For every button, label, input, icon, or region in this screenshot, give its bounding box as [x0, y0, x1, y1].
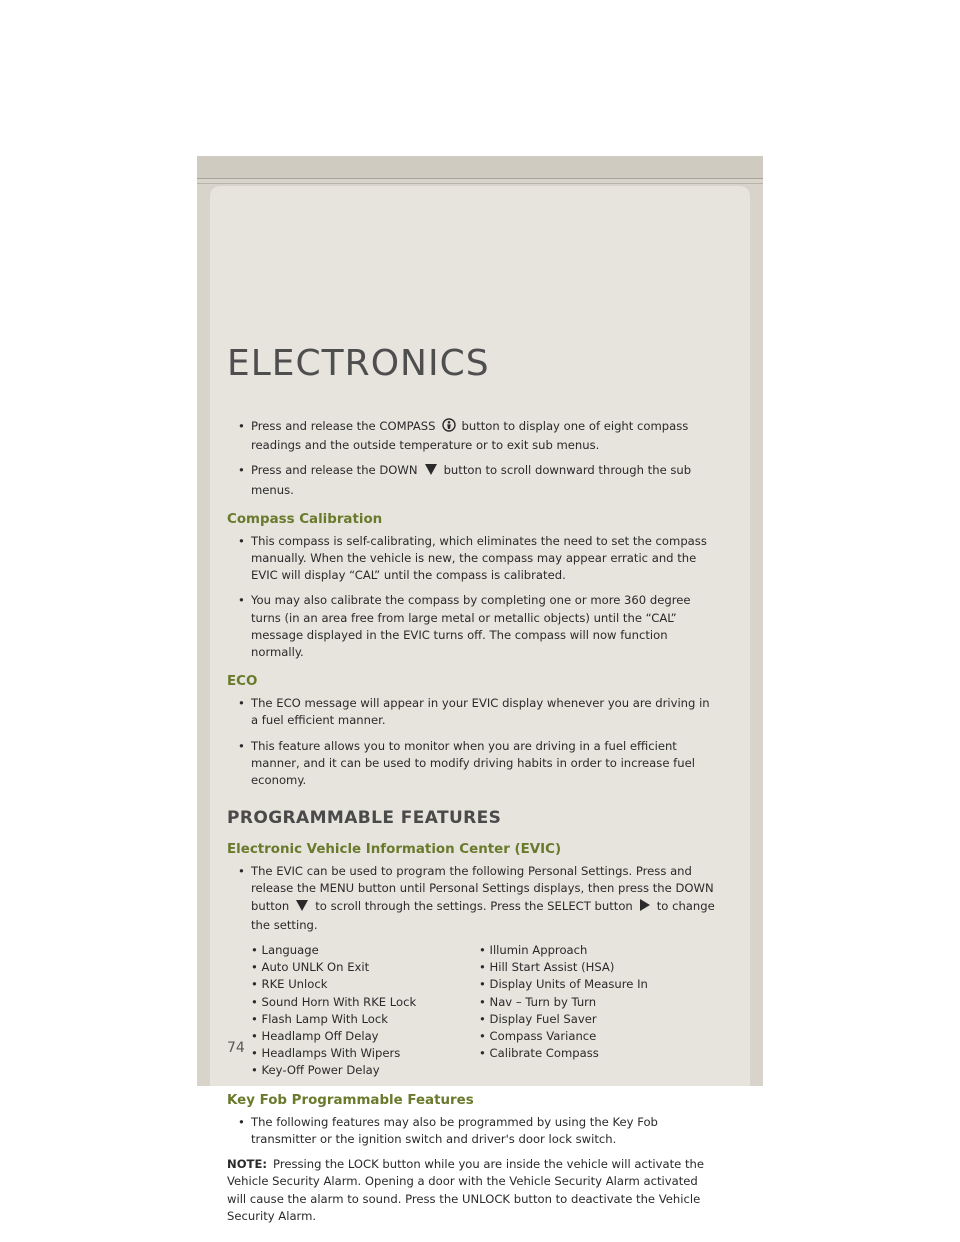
down-arrow-icon [424, 462, 438, 481]
eco-heading: ECO [227, 674, 258, 690]
list-item [227, 695, 717, 729]
compass-icon [442, 418, 456, 437]
bullet-dot: • [238, 1114, 245, 1129]
bullet-text: The ECO message will appear in your EVIC display whenever you are driving in a fuel efficient manner. [251, 696, 710, 728]
bullet-text-before: Press and release the COMPASS [251, 419, 436, 433]
evic-text-part3: to change the setting. [251, 898, 715, 932]
manual-page [197, 156, 763, 1223]
note-label: NOTE: [227, 1157, 268, 1172]
right-arrow-icon [639, 898, 651, 917]
list-item: • Compass Variance [479, 1029, 597, 1044]
page-number: 74 [227, 1040, 245, 1056]
bullet-dot: • [238, 593, 245, 608]
bullet-dot: • [238, 696, 245, 711]
evic-heading: Electronic Vehicle Information Center (EVIC) [227, 842, 562, 858]
evic-text-part1: The EVIC can be used to program the following Personal Settings. Press and release the MENU button until Personal Settings displays, then press the DOWN button [251, 864, 714, 913]
bullet-text-before: Press and release the DOWN [251, 463, 418, 478]
bullet-text-after: button to display one of eight compass readings and the outside temperature or to exit sub menus. [251, 419, 689, 453]
list-item [227, 592, 717, 661]
list-item: • Nav – Turn by Turn [479, 994, 597, 1009]
bullet-text: The following features may also be programmed by using the Key Fob transmitter or the ignition switch and driver's door lock switch. [251, 1114, 658, 1146]
list-item: • Display Units of Measure In [479, 977, 648, 992]
bullet-text: You may also calibrate the compass by completing one or more 360 degree turns (in an area free from large metal or metallic objects) until the “CAL” message displayed in the EVIC turns off. The compass will now function normally. [251, 593, 691, 660]
bullet-dot: • [238, 738, 245, 753]
list-item: • Illumin Approach [479, 943, 588, 958]
bullet-text: This feature allows you to monitor when you are driving in a fuel efficient manner, and it can be used to modify driving habits in order to increase fuel economy. [251, 738, 695, 788]
bullet-dot: • [238, 533, 245, 548]
bullet-text: This compass is self-calibrating, which eliminates the need to set the compass manually. When the vehicle is new, the compass may appear erratic and the EVIC will display “CAL” until the compass is calibrated. [251, 533, 707, 583]
evic-text-part2: to scroll through the settings. Press the SELECT button [315, 898, 633, 913]
list-item: • Display Fuel Saver [479, 1011, 597, 1026]
list-item: • Auto UNLK On Exit [251, 960, 370, 975]
settings-column-right [479, 942, 648, 1080]
list-item [227, 738, 717, 790]
list-item: • Calibrate Compass [479, 1046, 599, 1061]
key-fob-heading: Key Fob Programmable Features [227, 1092, 474, 1108]
list-item: • Sound Horn With RKE Lock [251, 994, 417, 1009]
programmable-features-heading: PROGRAMMABLE FEATURES [227, 808, 502, 829]
evic-bullet [227, 863, 717, 934]
list-item [227, 533, 717, 585]
intro-bullet-compass [227, 418, 717, 454]
section-title: ELECTRONICS [227, 343, 490, 384]
list-item: • RKE Unlock [251, 977, 328, 992]
list-item: • Hill Start Assist (HSA) [479, 960, 615, 975]
personal-settings-list [227, 942, 717, 1080]
list-item: • Key-Off Power Delay [251, 1063, 380, 1078]
list-item: • Headlamp Off Delay [251, 1029, 379, 1044]
bullet-dot: • [238, 419, 245, 433]
list-item: • Language [251, 943, 319, 958]
list-item [227, 1114, 717, 1148]
list-item: • Headlamps With Wipers [251, 1046, 401, 1061]
bullet-dot: • [238, 463, 245, 478]
page-content [227, 418, 717, 1225]
top-band [197, 156, 763, 179]
compass-calibration-heading: Compass Calibration [227, 511, 383, 527]
bullet-dot: • [238, 864, 245, 879]
bullet-text-after: button to scroll downward through the sub menus. [251, 463, 692, 497]
list-item: • Flash Lamp With Lock [251, 1011, 388, 1026]
settings-column-left [251, 942, 479, 1080]
note-text: Pressing the LOCK button while you are inside the vehicle will activate the Vehicle Security Alarm. Opening a door with the Vehicle Security Alarm activated will cause the alarm to sound. Press the UNLOCK button to deactivate the Vehicle Security Alarm. [227, 1157, 704, 1223]
note-paragraph [227, 1156, 717, 1225]
down-arrow-icon [295, 898, 309, 917]
intro-bullet-down [227, 462, 717, 498]
